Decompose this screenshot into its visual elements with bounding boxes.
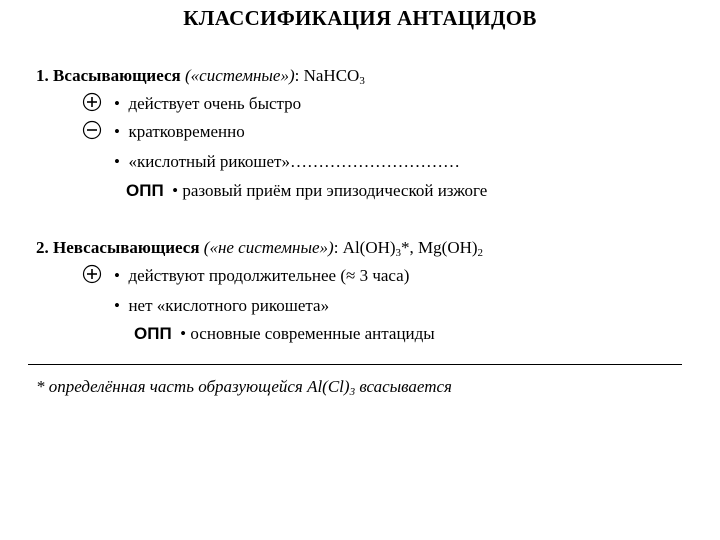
section1-item-2: • кратковременно xyxy=(114,122,245,141)
page-title: КЛАССИФИКАЦИЯ АНТАЦИДОВ xyxy=(183,6,537,30)
minus-in-circle-icon xyxy=(82,120,102,140)
section1-heading xyxy=(36,66,365,86)
section2-heading xyxy=(36,238,483,258)
plus-in-circle-icon xyxy=(82,92,102,112)
section2-opp-text: • основные современные антациды xyxy=(180,324,435,343)
section1-opp xyxy=(126,181,487,201)
plus-in-circle-icon xyxy=(82,264,102,284)
section1-qualifier: («системные») xyxy=(184,66,295,85)
section2-item-2: • нет «кислотного рикошета» xyxy=(114,296,330,315)
section2-opp xyxy=(134,324,435,344)
section2-formula: : $Al(OH)_3*$, $Mg(OH)_2$ xyxy=(333,238,484,259)
section2-qualifier: («не системные») xyxy=(203,238,334,257)
section1-opp-label: ОПП xyxy=(126,181,164,200)
section2-opp-label: ОПП xyxy=(134,324,172,343)
section1-item-1: • действует очень быстро xyxy=(114,94,302,113)
section1-number: 1. xyxy=(36,66,49,85)
section2-number: 2. xyxy=(36,238,49,257)
footnote: * определённая часть образующейся $Al(Cl)_3$ всасывается xyxy=(36,377,452,398)
section1-item-3: • «кислотный рикошет»………………………… xyxy=(114,152,460,171)
section1-opp-text: • разовый приём при эпизодической изжоге xyxy=(172,181,488,200)
section2-name: Невсасывающиеся xyxy=(53,238,200,257)
section2-item-1: • действуют продолжительнее (≈ 3 часа) xyxy=(114,266,410,285)
section1-name: Всасывающиеся xyxy=(53,66,181,85)
section1-formula: : NaHCO$_3$ xyxy=(294,66,365,87)
footnote-divider xyxy=(28,364,682,365)
